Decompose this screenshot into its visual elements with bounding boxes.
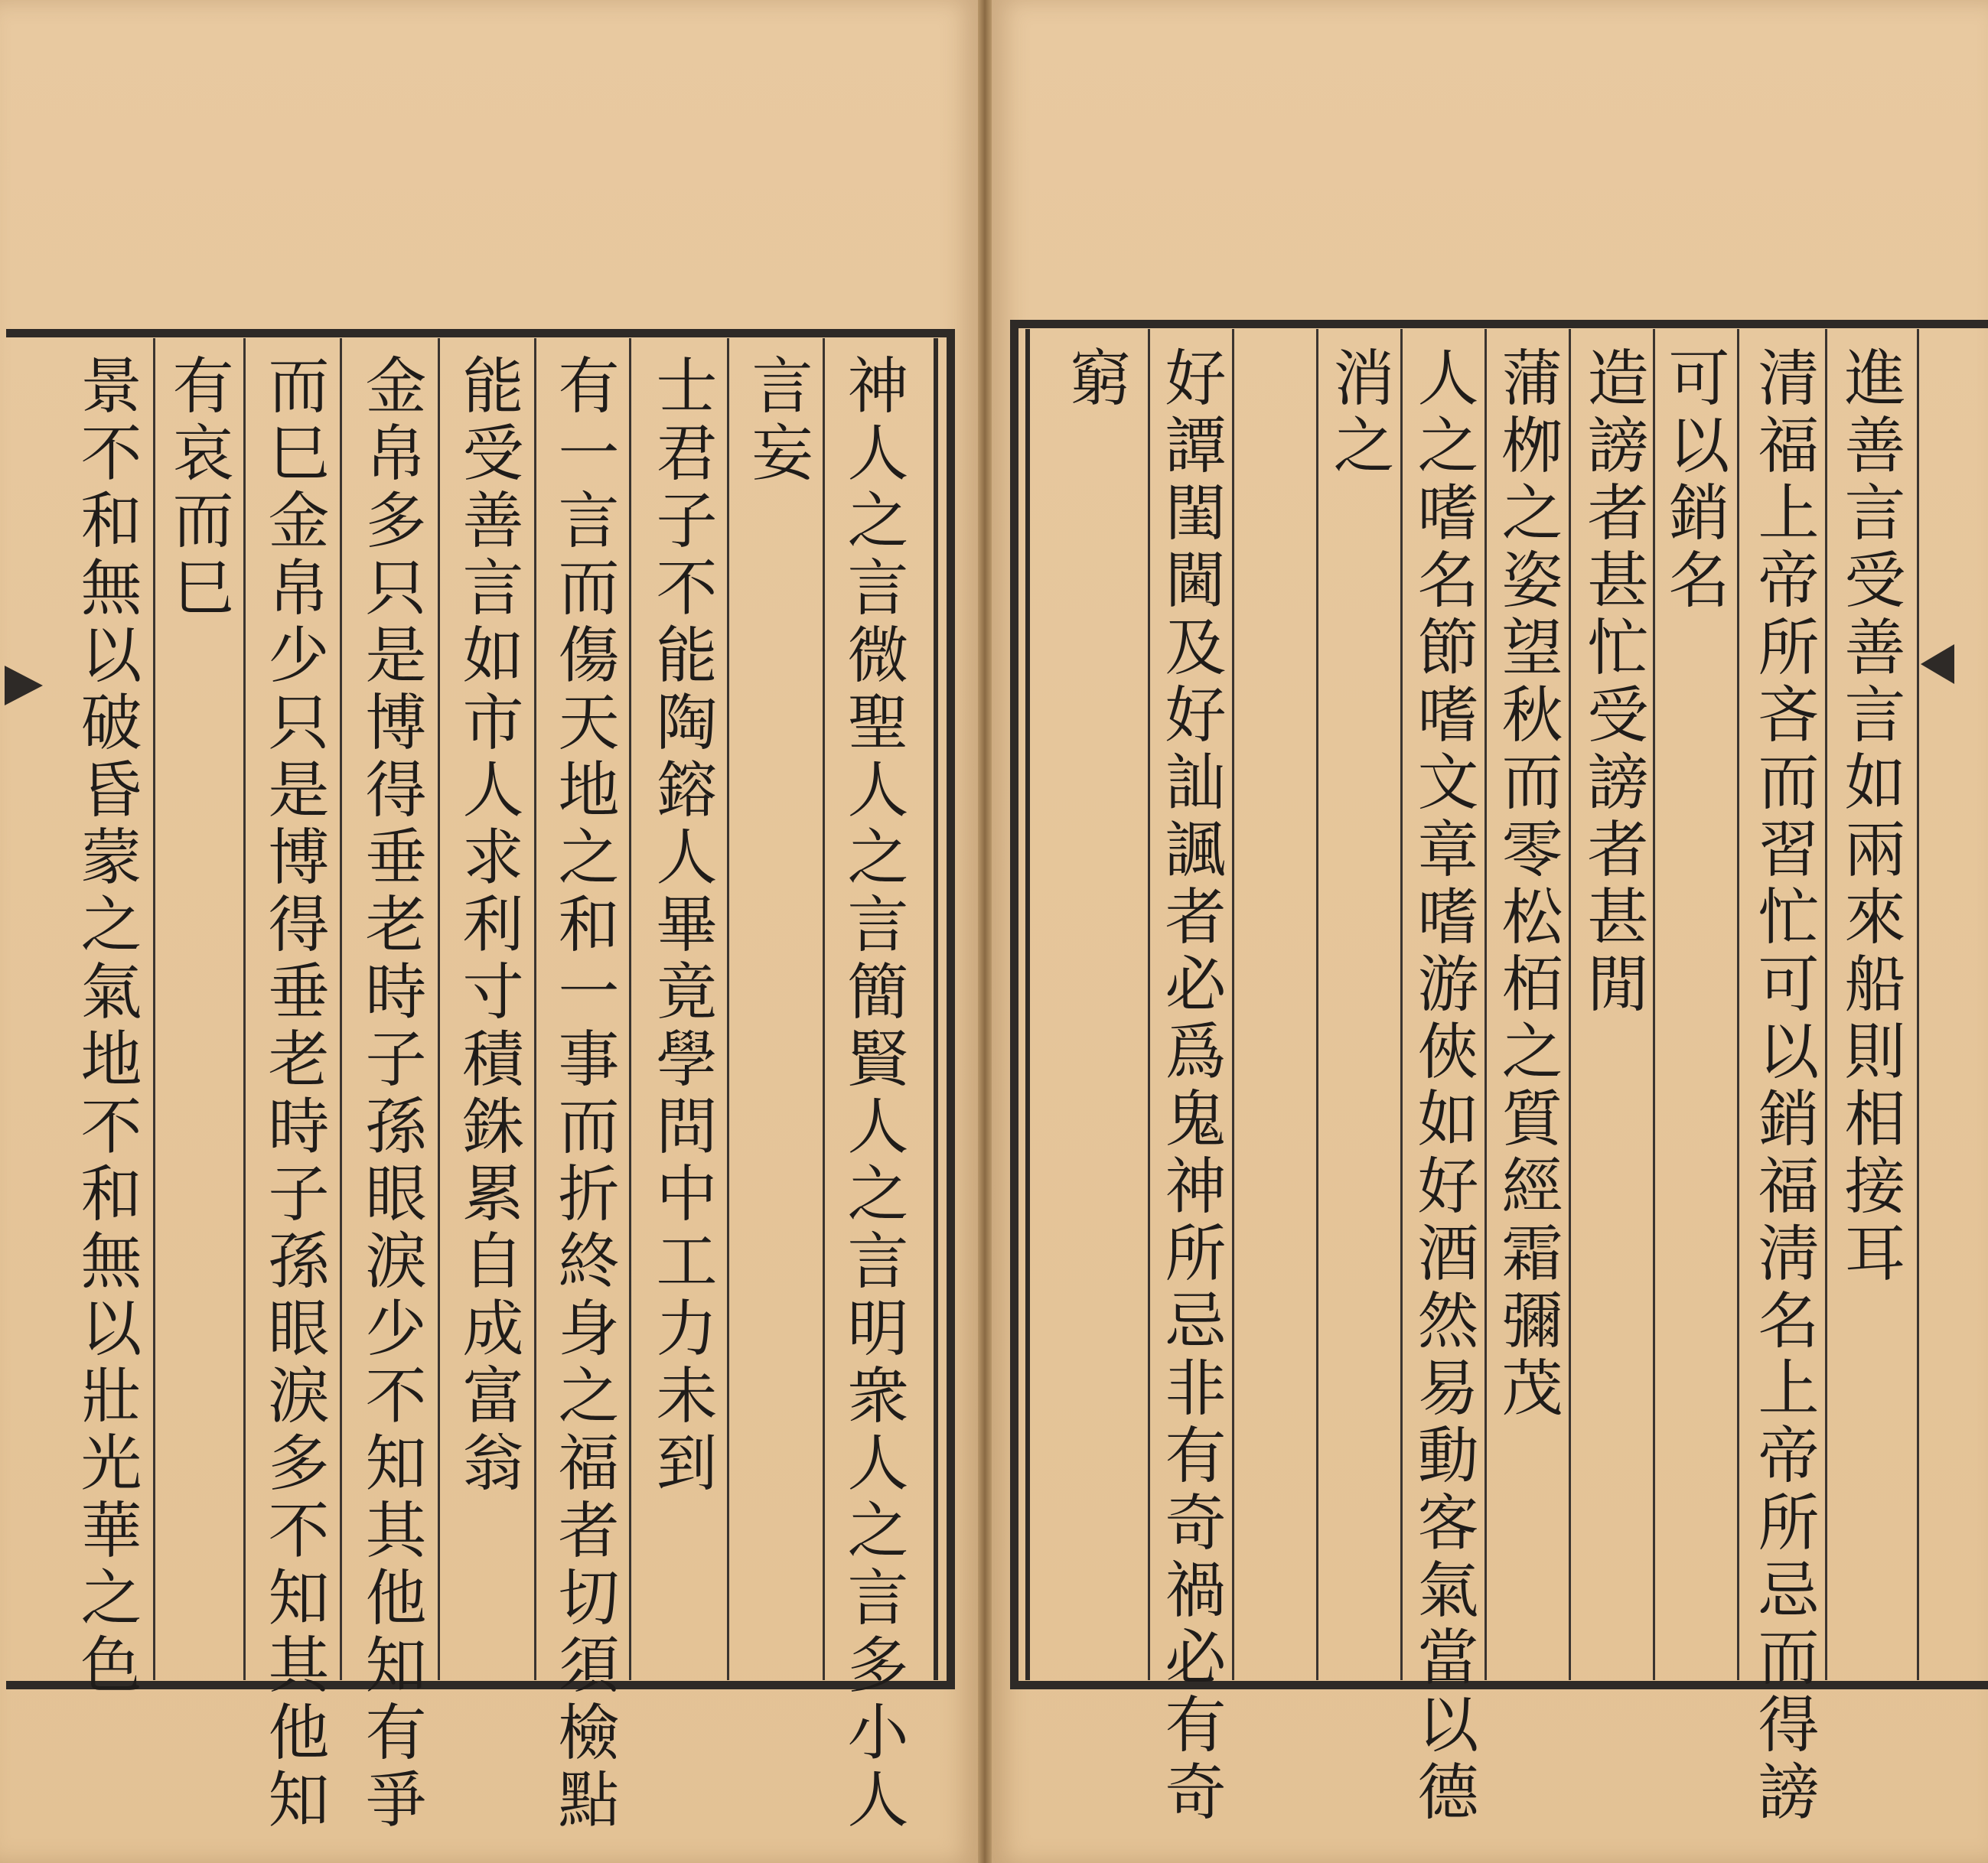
text-column: 可以銷名	[1658, 346, 1729, 615]
column-rule	[1148, 329, 1150, 1680]
column-rule	[438, 338, 440, 1680]
text-column: 神人之言微聖人之言簡賢人之言明衆人之言多小人	[837, 353, 908, 1835]
column-rule	[534, 338, 536, 1680]
text-column: 造謗者甚忙受謗者甚閒	[1577, 346, 1648, 1019]
right-fishtail-mark	[1921, 644, 1954, 684]
text-column: 士君子不能陶鎔人畢竟學問中工力未到	[646, 353, 717, 1498]
column-rule	[1316, 329, 1318, 1680]
column-rule	[1400, 329, 1403, 1680]
text-column: 人之嗜名節嗜文章嗜游俠如好酒然易動客氣當以德	[1407, 346, 1478, 1827]
column-rule	[1917, 329, 1919, 1680]
column-rule	[1653, 329, 1655, 1680]
column-rule	[153, 338, 155, 1680]
column-rule	[243, 338, 246, 1680]
text-column: 金帛多只是博得垂老時子孫眼淚少不知其他知有爭	[355, 353, 426, 1835]
book-gutter	[978, 0, 992, 1863]
column-rule	[1232, 329, 1234, 1680]
text-column: 消之	[1323, 346, 1394, 480]
column-rule	[727, 338, 729, 1680]
column-rule	[629, 338, 631, 1680]
text-column: 窮	[1059, 346, 1130, 413]
text-column: 蒲栁之姿望秋而零松栢之質經霜彌茂	[1491, 346, 1563, 1423]
column-rule	[1737, 329, 1739, 1680]
column-rule	[823, 338, 825, 1680]
text-column: 進善言受善言如兩來船則相接耳	[1834, 346, 1905, 1288]
text-column: 而巳金帛少只是博得垂老時子孫眼淚多不知其他知	[258, 353, 329, 1835]
column-rule	[1484, 329, 1487, 1680]
text-column: 景不和無以破昏蒙之氣地不和無以壯光華之色	[70, 353, 142, 1700]
text-column: 有一言而傷天地之和一事而折終身之福者切須檢點	[548, 353, 619, 1835]
text-column: 有哀而巳	[162, 353, 233, 623]
text-column: 好譚閨閫及好訕諷者必爲鬼神所忌非有奇禍必有奇	[1155, 346, 1226, 1827]
right-frame-inner-line	[1025, 329, 1030, 1680]
text-column: 清福上帝所吝而習忙可以銷福淸名上帝所忌而得謗	[1748, 346, 1819, 1827]
text-column: 能受善言如市人求利寸積銖累自成富翁	[452, 353, 523, 1498]
column-rule	[340, 338, 342, 1680]
left-fishtail-mark	[5, 666, 43, 705]
column-rule	[1569, 329, 1571, 1680]
left-frame-inner-line	[934, 338, 938, 1680]
text-column: 言妄	[741, 353, 813, 488]
column-rule	[1825, 329, 1827, 1680]
